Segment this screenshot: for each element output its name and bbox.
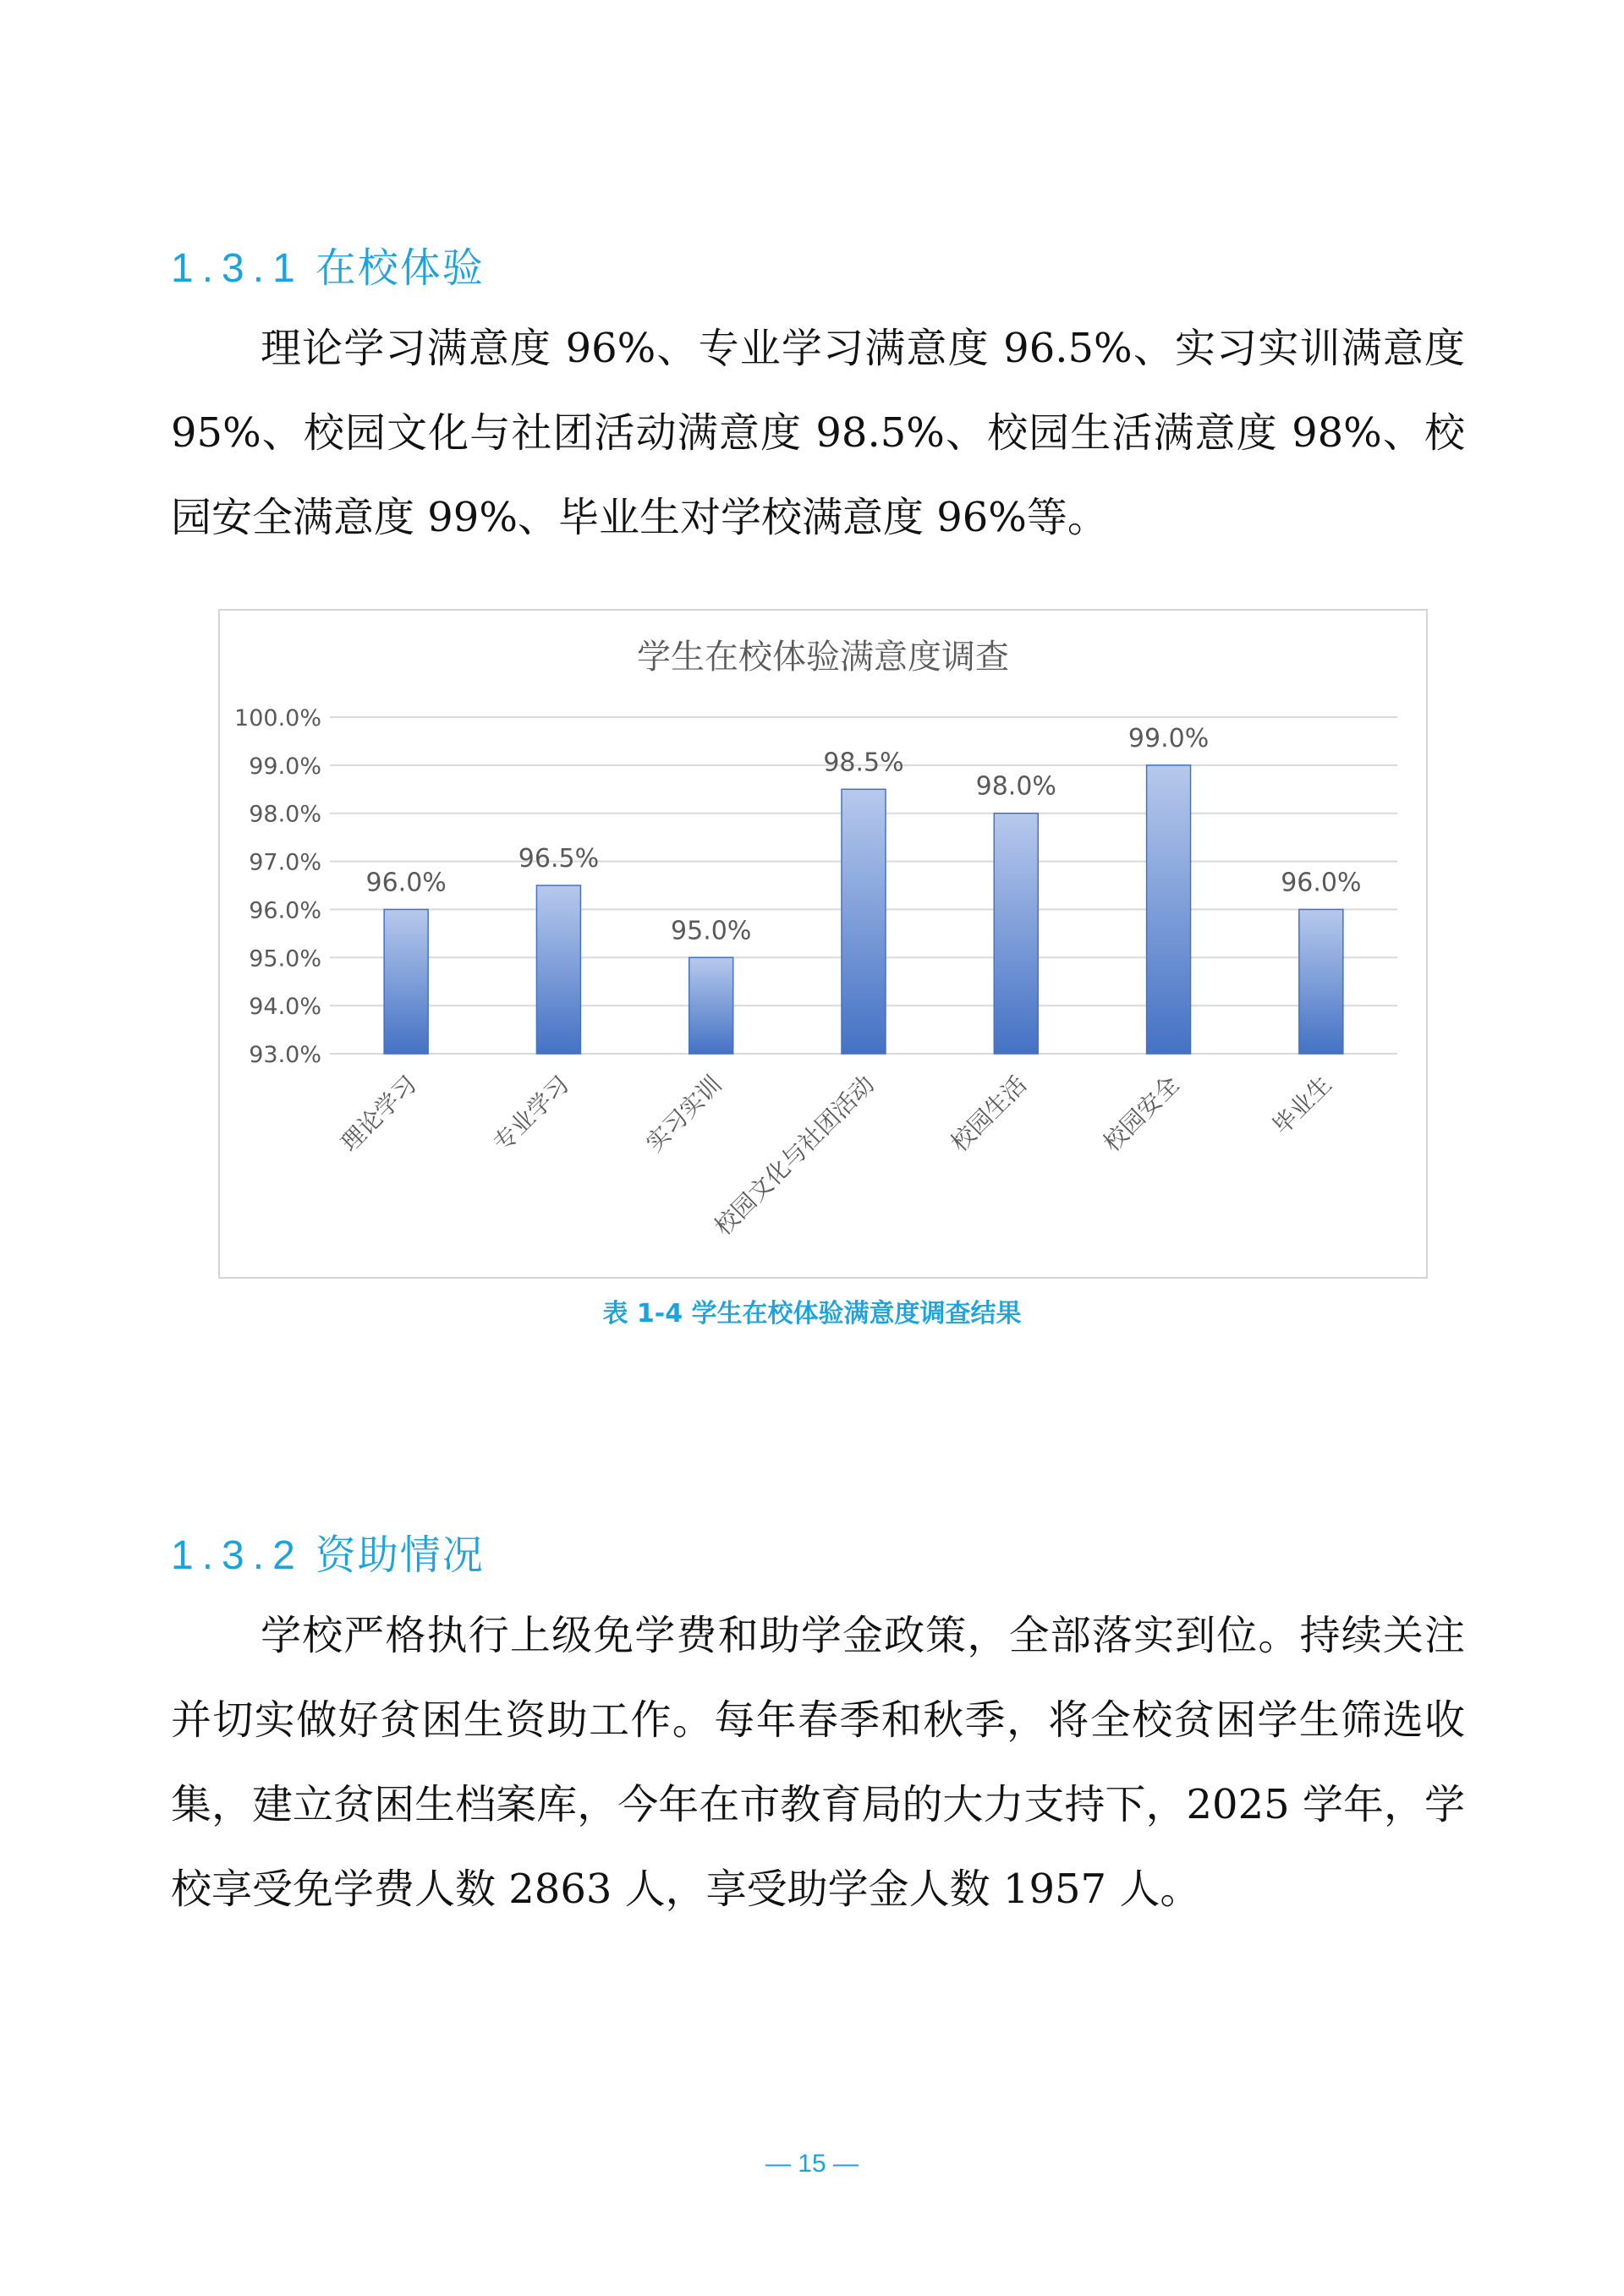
bar xyxy=(842,789,886,1054)
page-number: — 15 — xyxy=(765,2150,859,2178)
x-tick-label: 专业学习 xyxy=(487,1070,575,1158)
paragraph-financial-aid: 学校严格执行上级免学费和助学金政策，全部落实到位。持续关注并切实做好贫困生资助工作。每年春季和秋季，将全校贫困学生筛选收集，建立贫困生档案库，今年在市教育局的大力支持下，2025 学年，学校享受免学费人数 2863 人，享受助学金人数 1957 人。 xyxy=(171,1612,1465,1913)
bar xyxy=(384,909,428,1054)
y-tick-label: 95.0% xyxy=(249,945,321,973)
paragraph-campus-experience: 理论学习满意度 96%、专业学习满意度 96.5%、实习实训满意度 95%、校园文化与社团活动满意度 98.5%、校园生活满意度 98%、校园安全满意度 99%、毕业生对学校满意度 96%等。 xyxy=(171,325,1465,541)
section-title: 在校体验 xyxy=(315,246,485,291)
x-tick-label: 理论学习 xyxy=(335,1070,423,1158)
bars xyxy=(336,724,1362,1241)
y-tick-label: 100.0% xyxy=(234,705,321,732)
data-label: 99.0% xyxy=(1127,723,1210,753)
bar xyxy=(689,957,733,1054)
bar xyxy=(994,814,1038,1054)
section-number: 1.3.1 xyxy=(171,246,304,291)
data-label: 96.5% xyxy=(518,844,600,874)
y-tick-label: 94.0% xyxy=(249,994,321,1021)
bar xyxy=(1147,765,1191,1054)
y-tick-label: 93.0% xyxy=(249,1042,321,1068)
data-label: 98.5% xyxy=(823,748,904,778)
y-tick-label: 99.0% xyxy=(249,753,321,780)
data-label: 96.0% xyxy=(1281,868,1362,898)
satisfaction-chart xyxy=(218,609,1428,1279)
x-tick-label: 毕业生 xyxy=(1267,1070,1337,1141)
section-title: 资助情况 xyxy=(315,1533,485,1578)
x-tick-label: 校园安全 xyxy=(1097,1070,1185,1158)
x-tick-label: 校园生活 xyxy=(945,1070,1033,1158)
y-tick-label: 98.0% xyxy=(249,801,321,828)
section-heading-1-3-1 xyxy=(171,235,485,293)
chart-svg xyxy=(220,611,1426,1277)
x-tick-label: 校园文化与社团活动 xyxy=(709,1070,880,1241)
x-tick-label: 实习实训 xyxy=(640,1070,727,1158)
bar xyxy=(1299,909,1343,1054)
chart-caption: 表 1-4 学生在校体验满意度调查结果 xyxy=(602,1299,1022,1329)
y-tick-label: 97.0% xyxy=(249,849,321,876)
section-number: 1.3.2 xyxy=(171,1533,304,1578)
section-heading-1-3-2 xyxy=(171,1522,485,1581)
data-label: 96.0% xyxy=(365,868,447,898)
chart-title: 学生在校体验满意度调查 xyxy=(637,638,1009,677)
y-tick-label: 96.0% xyxy=(249,897,321,924)
bar xyxy=(536,885,580,1054)
data-label: 98.0% xyxy=(975,771,1056,802)
data-label: 95.0% xyxy=(671,916,752,946)
